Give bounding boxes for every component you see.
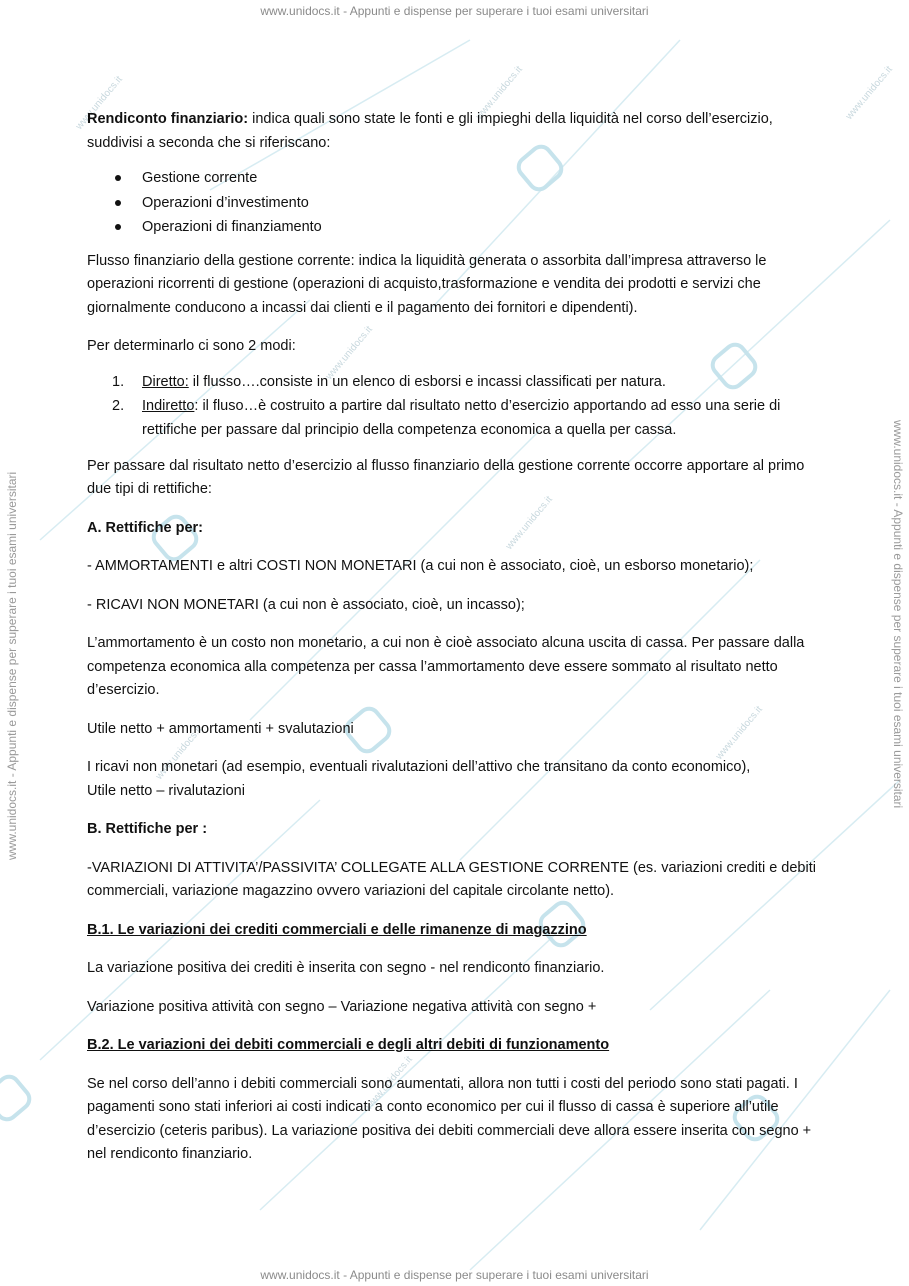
list-number: 1.	[112, 373, 125, 390]
passare-paragraph: Per passare dal risultato netto d’esercizio al flusso finanziario della gestione corrente occorre apportare al primo due tipi di rettifiche:	[87, 457, 805, 497]
method-label: Diretto:	[142, 373, 189, 390]
watermark-side-left: www.unidocs.it - Appunti e dispense per superare i tuoi esami universitari	[5, 471, 19, 860]
svg-text:www.unidocs.it: www.unidocs.it	[503, 494, 555, 552]
method-text: : il fluso…è costruito a partire dal risultato netto d’esercizio apportando ad esso una serie di rettifiche per passare dal principio della competenza economica a quella per cassa.	[142, 397, 781, 438]
bullet-list	[87, 166, 827, 240]
utile-formula: Utile netto + ammortamenti + svalutazioni	[87, 720, 354, 737]
ricavi-line-1: I ricavi non monetari (ad esempio, eventuali rivalutazioni dell’attivo che transitano da conto economico),	[87, 759, 751, 775]
svg-text:www.unidocs.it: www.unidocs.it	[843, 64, 895, 122]
heading-a: A. Rettifiche per:	[87, 519, 204, 536]
ricavi-paragraph: - RICAVI NON MONETARI (a cui non è associato, cioè, un incasso);	[87, 596, 525, 613]
list-item: Gestione corrente	[87, 166, 827, 191]
list-number: 2.	[112, 397, 125, 414]
method-text: il flusso….consiste in un elenco di esborsi e incassi classificati per natura.	[188, 373, 666, 390]
ricavi-non-monetari-paragraph	[87, 756, 827, 803]
list-item	[87, 394, 827, 442]
intro-text: indica quali sono state le fonti e gli impieghi della liquidità nel corso dell’esercizio, suddivisi a seconda che si riferiscano:	[87, 111, 773, 151]
watermark-header: www.unidocs.it - Appunti e dispense per superare i tuoi esami universitari	[260, 4, 649, 18]
heading-b2: B.2. Le variazioni dei debiti commerciali e degli altri debiti di funzionamento	[87, 1037, 610, 1053]
svg-text:www.unidocs.it: www.unidocs.it	[363, 1054, 415, 1112]
debiti-paragraph: Se nel corso dell’anno i debiti commerciali sono aumentati, allora non tutti i costi del periodo sono stati pagati. I pagamenti sono stati inferiori ai costi indicati a conto economico per cui il flusso di cassa è superiore all’utile d’esercizio (ceteris paribus). La variazione positiva dei debiti commerciali deve allora essere inserita con segno + nel rendiconto finanziario.	[87, 1075, 812, 1162]
intro-title: Rendiconto finanziario:	[87, 111, 249, 127]
svg-text:www.unidocs.it: www.unidocs.it	[73, 74, 125, 132]
modi-paragraph: Per determinarlo ci sono 2 modi:	[87, 338, 296, 354]
intro-paragraph	[87, 108, 827, 155]
svg-text:www.unidocs.it: www.unidocs.it	[323, 324, 375, 382]
heading-b: B. Rettifiche per :	[87, 821, 208, 837]
watermark-footer: www.unidocs.it - Appunti e dispense per superare i tuoi esami universitari	[260, 1268, 649, 1282]
method-label: Indiretto	[142, 397, 195, 414]
list-item	[87, 370, 827, 394]
svg-text:www.unidocs.it: www.unidocs.it	[473, 64, 525, 122]
flusso-paragraph: Flusso finanziario della gestione corrente: indica la liquidità generata o assorbita dall’impresa attraverso le operazioni ricorrenti di gestione (operazioni di acquisto,trasformazione e vendita dei prodotti e servizi che giornalmente conducono a incassi dai clienti e il pagamento dei fornitori e dipendenti).	[87, 252, 767, 316]
heading-b1: B.1. Le variazioni dei crediti commerciali e delle rimanenze di magazzino	[87, 921, 587, 938]
variazione-attivita-paragraph: Variazione positiva attività con segno – Variazione negativa attività con segno +	[87, 998, 597, 1015]
document-body	[87, 108, 827, 1182]
svg-text:www.unidocs.it: www.unidocs.it	[153, 724, 205, 782]
ammortamenti-paragraph: - AMMORTAMENTI e altri COSTI NON MONETARI (a cui non è associato, cioè, un esborso monetario);	[87, 558, 754, 574]
ammortamento-paragraph: L’ammortamento è un costo non monetario, a cui non è cioè associato alcuna uscita di cassa. Per passare dalla competenza economica alla competenza per cassa l’ammortamento deve essere sommato al risultato netto d’esercizio.	[87, 635, 805, 698]
list-item: Operazioni di finanziamento	[87, 215, 827, 240]
methods-list	[87, 370, 827, 442]
watermark-side-right: www.unidocs.it - Appunti e dispense per superare i tuoi esami universitari	[891, 420, 905, 809]
ricavi-line-2: Utile netto – rivalutazioni	[87, 782, 245, 799]
variazioni-paragraph: -VARIAZIONI DI ATTIVITA’/PASSIVITA’ COLLEGATE ALLA GESTIONE CORRENTE (es. variazioni crediti e debiti commerciali, variazione magazzino ovvero variazioni del capitale circolante netto).	[87, 859, 816, 899]
svg-text:www.unidocs.it: www.unidocs.it	[713, 704, 765, 762]
variazione-positiva-paragraph: La variazione positiva dei crediti è inserita con segno - nel rendiconto finanziario.	[87, 960, 605, 976]
list-item: Operazioni d’investimento	[87, 191, 827, 216]
